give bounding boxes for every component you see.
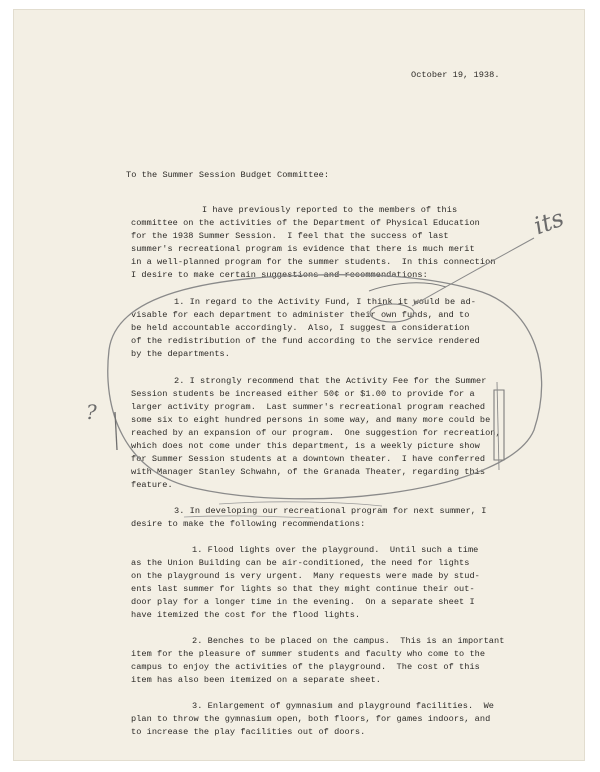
sub3-line: 3. Enlargement of gymnasium and playground facilities. We bbox=[192, 701, 495, 711]
sub1-line: as the Union Building can be air-conditioned, the need for lights bbox=[131, 558, 470, 568]
handwritten-its: its bbox=[530, 203, 568, 241]
item1-line: by the departments. bbox=[131, 349, 230, 359]
sub2-line: 2. Benches to be placed on the campus. This is an important bbox=[192, 636, 505, 646]
intro-line: summer's recreational program is evidence that there is much merit bbox=[131, 244, 475, 254]
sub2-line: campus to enjoy the activities of the playground. The cost of this bbox=[131, 662, 480, 672]
document-page bbox=[14, 10, 584, 760]
item2-line: with Manager Stanley Schwahn, of the Granada Theater, regarding this bbox=[131, 467, 486, 477]
intro-line: I desire to make certain suggestions and recommendations: bbox=[131, 270, 428, 280]
sub2-line: item has also been itemized on a separate sheet. bbox=[131, 675, 381, 685]
item3-line: 3. In developing our recreational program for next summer, I bbox=[174, 506, 487, 516]
pencil-strike bbox=[369, 283, 446, 291]
item1-line: 1. In regard to the Activity Fund, I think it would be ad- bbox=[174, 297, 477, 307]
item1-line: of the redistribution of the fund according to the service rendered bbox=[131, 336, 480, 346]
item2-line: 2. I strongly recommend that the Activity Fee for the Summer bbox=[174, 376, 487, 386]
item1-line: visable for each department to administer their own funds, and to bbox=[131, 310, 470, 320]
sub1-line: door play for a longer time in the evening. On a separate sheet I bbox=[131, 597, 475, 607]
intro-line: in a well-planned program for the summer students. In this connection bbox=[131, 257, 496, 267]
item1-line: be held accountable accordingly. Also, I suggest a consideration bbox=[131, 323, 470, 333]
pencil-loop bbox=[108, 275, 542, 499]
sub1-line: have itemized the cost for the flood lights. bbox=[131, 610, 361, 620]
salutation: To the Summer Session Budget Committee: bbox=[126, 170, 330, 180]
intro-line: committee on the activities of the Department of Physical Education bbox=[131, 218, 480, 228]
item3-line: desire to make the following recommendations: bbox=[131, 519, 366, 529]
sub2-line: item for the pleasure of summer students and faculty who come to the bbox=[131, 649, 486, 659]
handwritten-question-mark: ? bbox=[86, 400, 97, 424]
sub1-line: on the playground is very urgent. Many requests were made by stud- bbox=[131, 571, 480, 581]
sub3-line: to increase the play facilities out of doors. bbox=[131, 727, 366, 737]
item2-line: Session students be increased either 50¢ or $1.00 to provide for a bbox=[131, 389, 475, 399]
item2-line: which does not come under this department, is a weekly picture show bbox=[131, 441, 480, 451]
sub3-line: plan to throw the gymnasium open, both floors, for games indoors, and bbox=[131, 714, 491, 724]
intro-line: for the 1938 Summer Session. I feel that the success of last bbox=[131, 231, 449, 241]
pencil-bracket bbox=[494, 390, 504, 460]
item2-line: larger activity program. Last summer's recreational program reached bbox=[131, 402, 486, 412]
item2-line: for Summer Session students at a downtown theater. I have conferred bbox=[131, 454, 486, 464]
sub1-line: ents last summer for lights so that they might continue their out- bbox=[131, 584, 475, 594]
item2-line: reached by an expansion of our program. One suggestion for recreation, bbox=[131, 428, 501, 438]
letter-date: October 19, 1938. bbox=[411, 70, 500, 80]
pencil-vertical-mark bbox=[115, 412, 117, 450]
item2-line: some six to eight hundred persons in some way, and many more could be bbox=[131, 415, 491, 425]
item2-line: feature. bbox=[131, 480, 173, 490]
intro-line: I have previously reported to the members of this bbox=[202, 205, 458, 215]
sub1-line: 1. Flood lights over the playground. Until such a time bbox=[192, 545, 479, 555]
